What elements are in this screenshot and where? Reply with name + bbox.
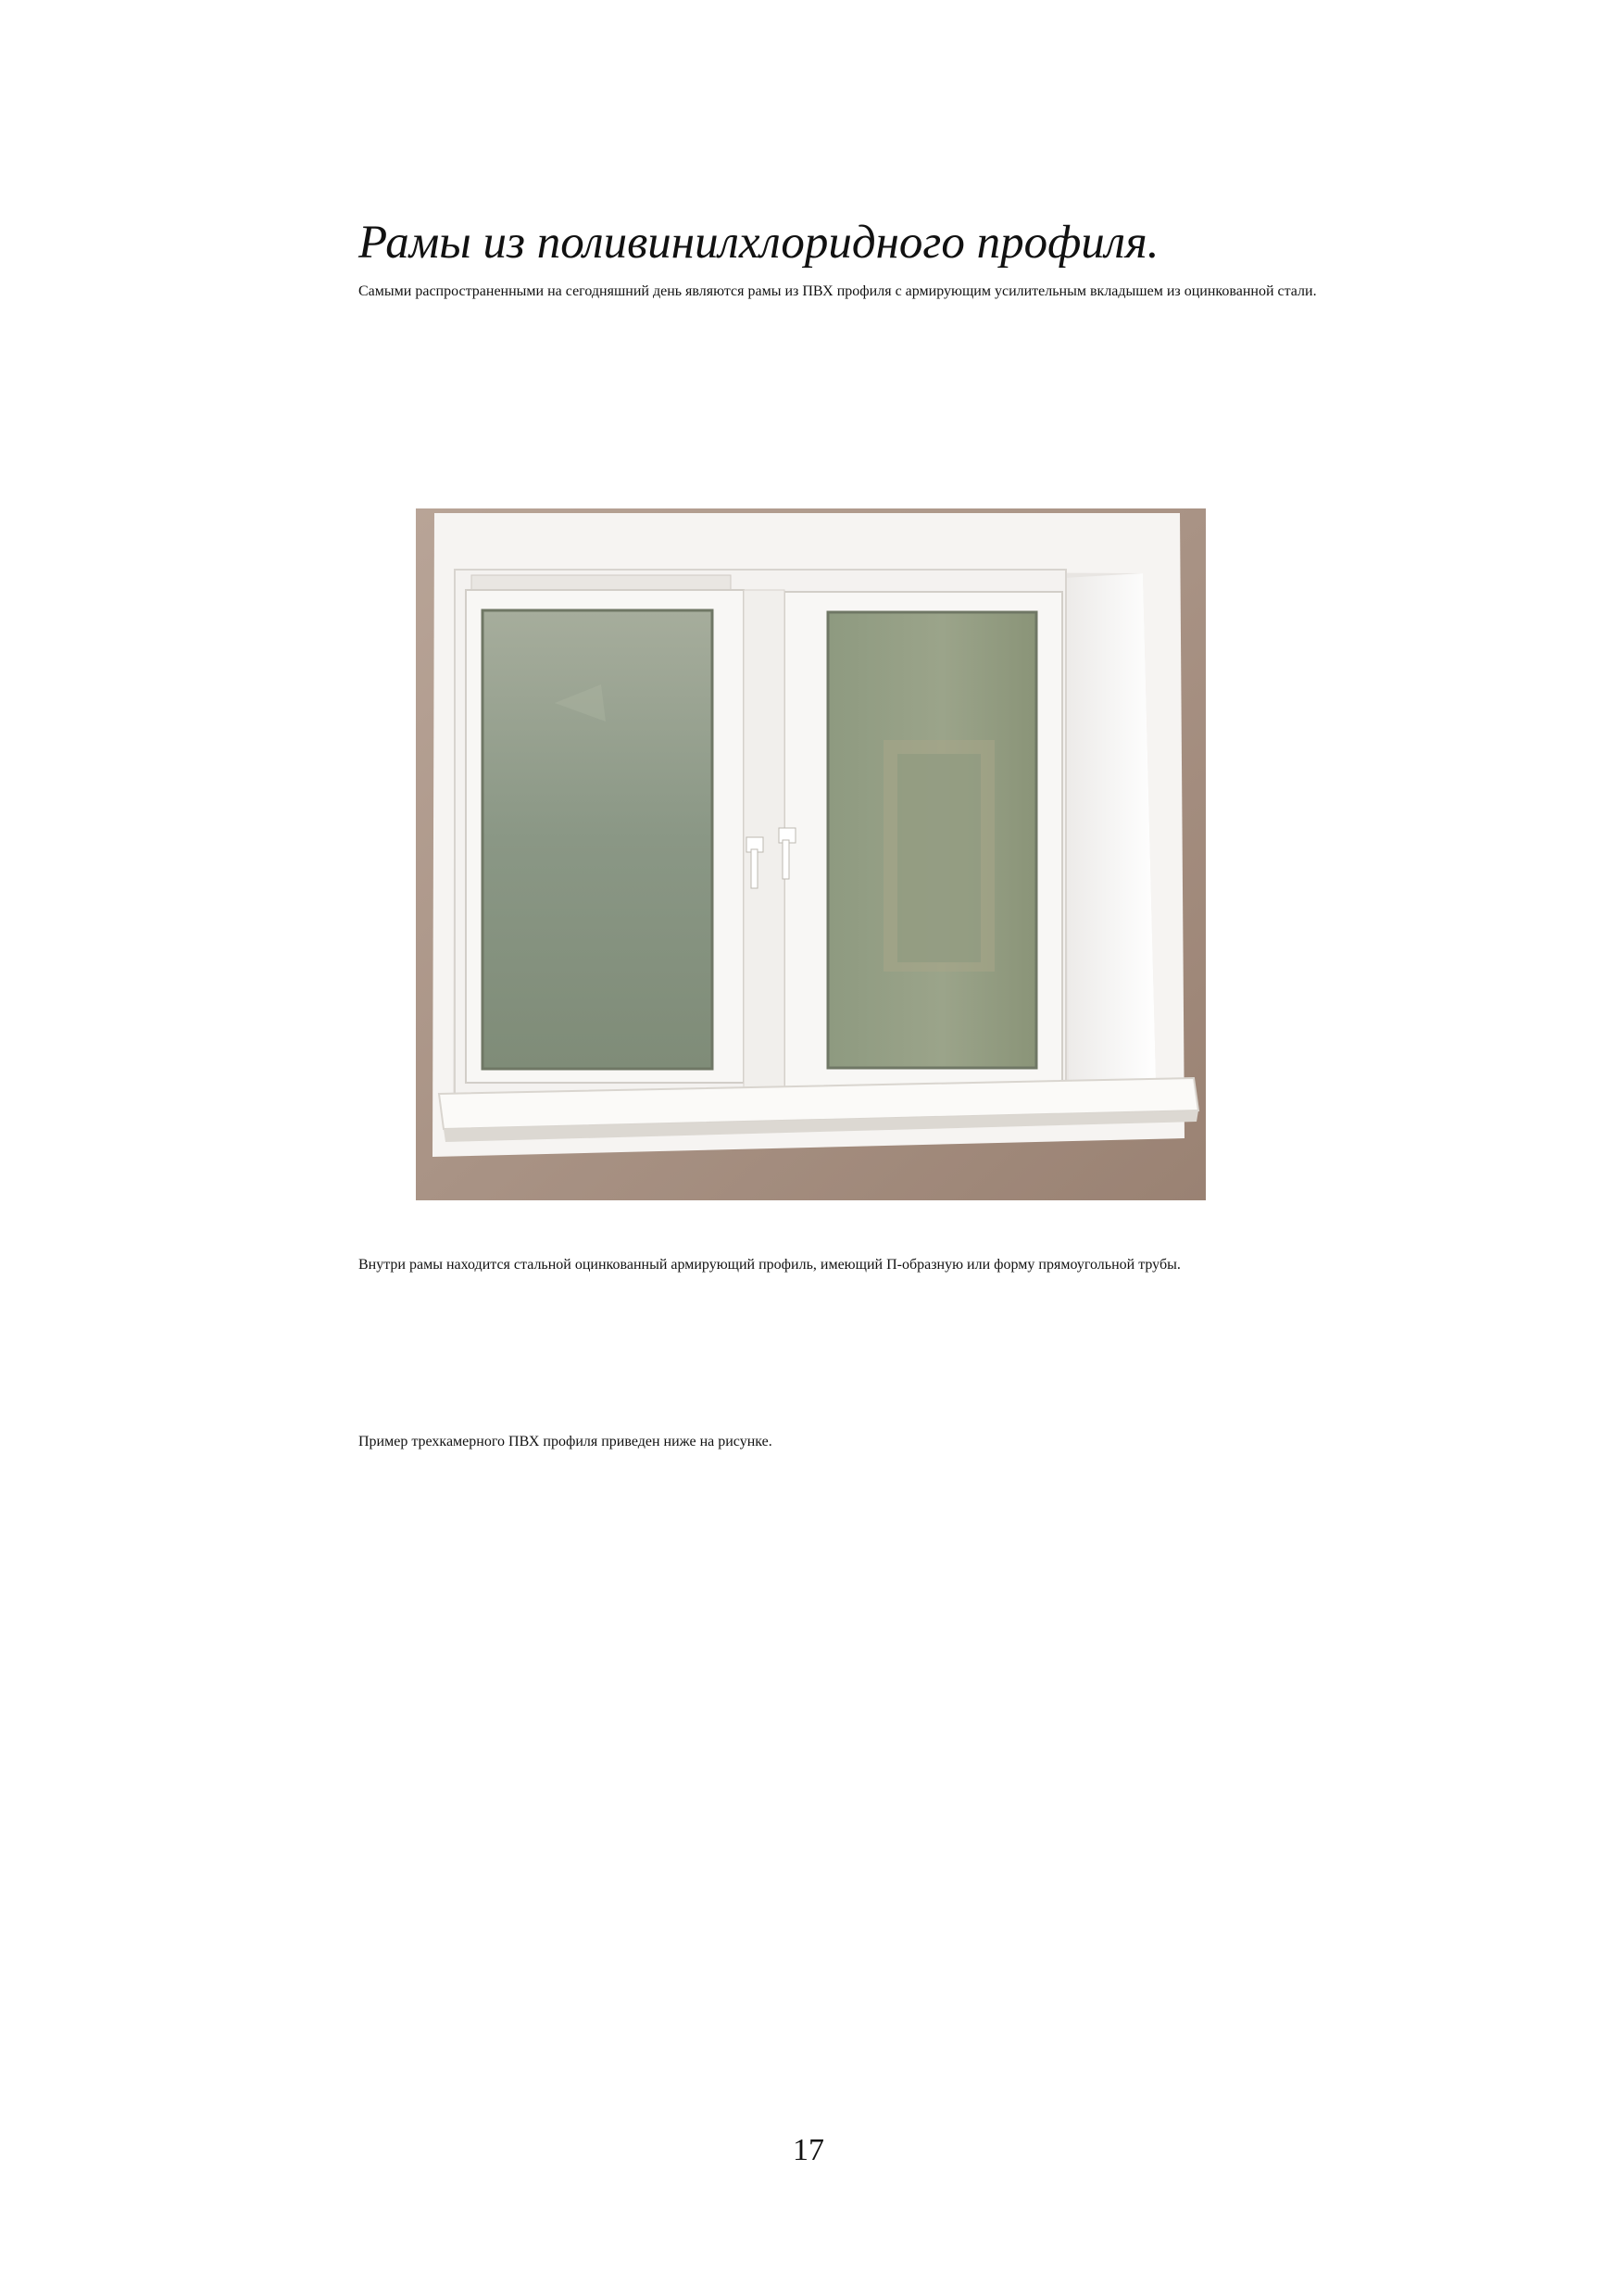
paragraph-three-chamber-example: Пример трехкамерного ПВХ профиля приведен ниже на рисунке. <box>358 1434 772 1449</box>
page-number: 17 <box>793 2133 824 2167</box>
section-heading: Рамы из поливинилхлоридного профиля. <box>358 217 1159 269</box>
left-glass <box>483 610 712 1069</box>
paragraph-steel-profile: Внутри рамы находится стальной оцинкованный армирующий профиль, имеющий П-образную или форму прямоугольной трубы. <box>358 1257 1181 1273</box>
window-photo <box>416 508 1206 1200</box>
right-reveal <box>1064 573 1157 1115</box>
paragraph-pvc-frames: Самыми распространенными на сегодняшний день являются рамы из ПВХ профиля с армирующим усилительным вкладышем из оцинкованной стали. <box>358 283 1317 299</box>
